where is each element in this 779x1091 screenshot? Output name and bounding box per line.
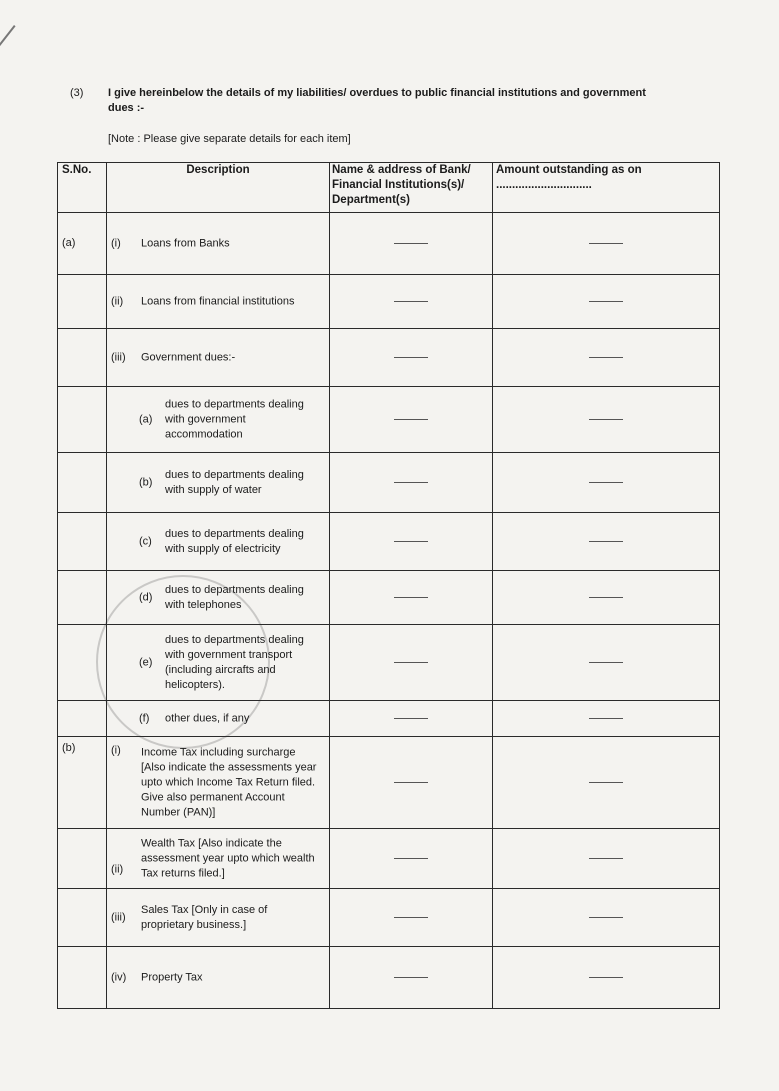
table-row: [58, 213, 720, 275]
row-roman: (ii): [111, 863, 124, 876]
blank-dash: [589, 597, 623, 598]
row-amount-cell[interactable]: [493, 625, 720, 701]
row-description: [107, 737, 330, 829]
row-sno: [58, 387, 107, 453]
row-description: [107, 387, 330, 453]
row-letter: (d): [139, 591, 153, 603]
row-bank-cell[interactable]: [330, 947, 493, 1009]
row-sno: [58, 453, 107, 513]
blank-dash: [394, 597, 428, 598]
row-amount-cell[interactable]: [493, 329, 720, 387]
blank-dash: [394, 243, 428, 244]
row-amount-cell[interactable]: [493, 213, 720, 275]
row-roman: (i): [111, 237, 121, 249]
row-amount-cell[interactable]: [493, 513, 720, 571]
row-bank-cell[interactable]: [330, 889, 493, 947]
table-row: [58, 453, 720, 513]
row-sno: [58, 275, 107, 329]
row-sno: [58, 829, 107, 889]
pen-mark: [0, 25, 16, 113]
row-bank-cell[interactable]: [330, 453, 493, 513]
row-text: dues to departments dealing with government transport (including aircrafts and helicopters).: [165, 633, 304, 691]
blank-dash: [589, 977, 623, 978]
table-row: [58, 829, 720, 889]
row-roman: (ii): [111, 295, 124, 307]
row-sno: [58, 513, 107, 571]
blank-dash: [394, 357, 428, 358]
table-row: [58, 737, 720, 829]
row-sno: [58, 625, 107, 701]
table-row: [58, 329, 720, 387]
row-amount-cell[interactable]: [493, 889, 720, 947]
row-text: Property Tax: [141, 971, 203, 983]
table-row: [58, 947, 720, 1009]
row-description: [107, 275, 330, 329]
blank-dash: [394, 858, 428, 859]
row-text: dues to departments dealing with supply of electricity: [165, 527, 304, 555]
row-text: Government dues:-: [141, 351, 236, 363]
row-text: Loans from Banks: [141, 237, 230, 249]
blank-dash: [589, 419, 623, 420]
row-sno: [58, 889, 107, 947]
row-bank-cell[interactable]: [330, 571, 493, 625]
row-bank-cell[interactable]: [330, 275, 493, 329]
blank-dash: [589, 662, 623, 663]
blank-dash: [589, 541, 623, 542]
row-roman: (iv): [111, 971, 127, 983]
row-sno: (a): [58, 213, 107, 275]
row-bank-cell[interactable]: [330, 513, 493, 571]
row-roman: (i): [111, 744, 121, 757]
row-description: [107, 453, 330, 513]
header-description: Description: [107, 163, 330, 213]
row-bank-cell[interactable]: [330, 329, 493, 387]
row-roman: (iii): [111, 351, 126, 363]
row-amount-cell[interactable]: [493, 275, 720, 329]
row-description: [107, 625, 330, 701]
row-description: [107, 329, 330, 387]
blank-dash: [589, 782, 623, 783]
row-text: Wealth Tax [Also indicate the assessment year upto which wealth Tax returns filed.]: [141, 837, 315, 879]
liabilities-table: [57, 162, 720, 1009]
header-amount: Amount outstanding as on ..............................: [493, 163, 720, 213]
header-bank: Name & address of Bank/ Financial Institutions(s)/ Department(s): [330, 163, 493, 213]
blank-dash: [589, 357, 623, 358]
row-roman: (iii): [111, 911, 126, 923]
table-row: [58, 275, 720, 329]
row-sno: [58, 947, 107, 1009]
row-amount-cell[interactable]: [493, 453, 720, 513]
row-bank-cell[interactable]: [330, 737, 493, 829]
row-letter: (c): [139, 535, 152, 547]
row-amount-cell[interactable]: [493, 387, 720, 453]
blank-dash: [589, 718, 623, 719]
table-row: [58, 889, 720, 947]
row-letter: (a): [139, 413, 153, 425]
row-description: [107, 829, 330, 889]
blank-dash: [394, 482, 428, 483]
row-text: dues to departments dealing with supply of water: [165, 468, 304, 496]
row-letter: (b): [139, 476, 153, 488]
row-bank-cell[interactable]: [330, 829, 493, 889]
row-sno: [58, 701, 107, 737]
row-description: [107, 213, 330, 275]
row-description: [107, 513, 330, 571]
row-text: dues to departments dealing with telephones: [165, 583, 304, 611]
section-heading-text: I give hereinbelow the details of my liabilities/ overdues to public financial institutions and government dues :-: [108, 87, 646, 114]
row-amount-cell[interactable]: [493, 571, 720, 625]
row-description: [107, 701, 330, 737]
row-text: Sales Tax [Only in case of proprietary business.]: [141, 903, 268, 931]
blank-dash: [394, 718, 428, 719]
row-letter: (e): [139, 656, 153, 668]
table-row: [58, 701, 720, 737]
row-bank-cell[interactable]: [330, 387, 493, 453]
blank-dash: [589, 243, 623, 244]
table-row: [58, 387, 720, 453]
section-number: (3): [70, 87, 84, 99]
blank-dash: [394, 662, 428, 663]
blank-dash: [394, 917, 428, 918]
row-description: [107, 947, 330, 1009]
blank-dash: [394, 301, 428, 302]
row-sno: (b): [58, 737, 107, 829]
row-letter: (f): [139, 712, 150, 724]
row-text: dues to departments dealing with government accommodation: [165, 398, 304, 440]
row-text: other dues, if any: [165, 712, 250, 724]
table-row: [58, 571, 720, 625]
table-row: [58, 625, 720, 701]
blank-dash: [589, 482, 623, 483]
table-row: [58, 513, 720, 571]
blank-dash: [394, 782, 428, 783]
row-description: [107, 571, 330, 625]
blank-dash: [394, 419, 428, 420]
row-text: Loans from financial institutions: [141, 295, 295, 307]
blank-dash: [394, 541, 428, 542]
note-text: [Note : Please give separate details for each item]: [108, 133, 351, 145]
row-text: Income Tax including surcharge [Also indicate the assessments year upto which Income Tax Return filed. Give also permanent Account Number (PAN)]: [141, 746, 317, 818]
blank-dash: [394, 977, 428, 978]
row-amount-cell[interactable]: [493, 947, 720, 1009]
row-bank-cell[interactable]: [330, 701, 493, 737]
row-sno: [58, 571, 107, 625]
blank-dash: [589, 301, 623, 302]
row-amount-cell[interactable]: [493, 701, 720, 737]
table-header-row: [58, 163, 720, 213]
blank-dash: [589, 917, 623, 918]
blank-dash: [589, 858, 623, 859]
row-amount-cell[interactable]: [493, 829, 720, 889]
row-amount-cell[interactable]: [493, 737, 720, 829]
row-description: [107, 889, 330, 947]
header-sno: S.No.: [58, 163, 107, 213]
row-sno: [58, 329, 107, 387]
row-bank-cell[interactable]: [330, 213, 493, 275]
row-bank-cell[interactable]: [330, 625, 493, 701]
